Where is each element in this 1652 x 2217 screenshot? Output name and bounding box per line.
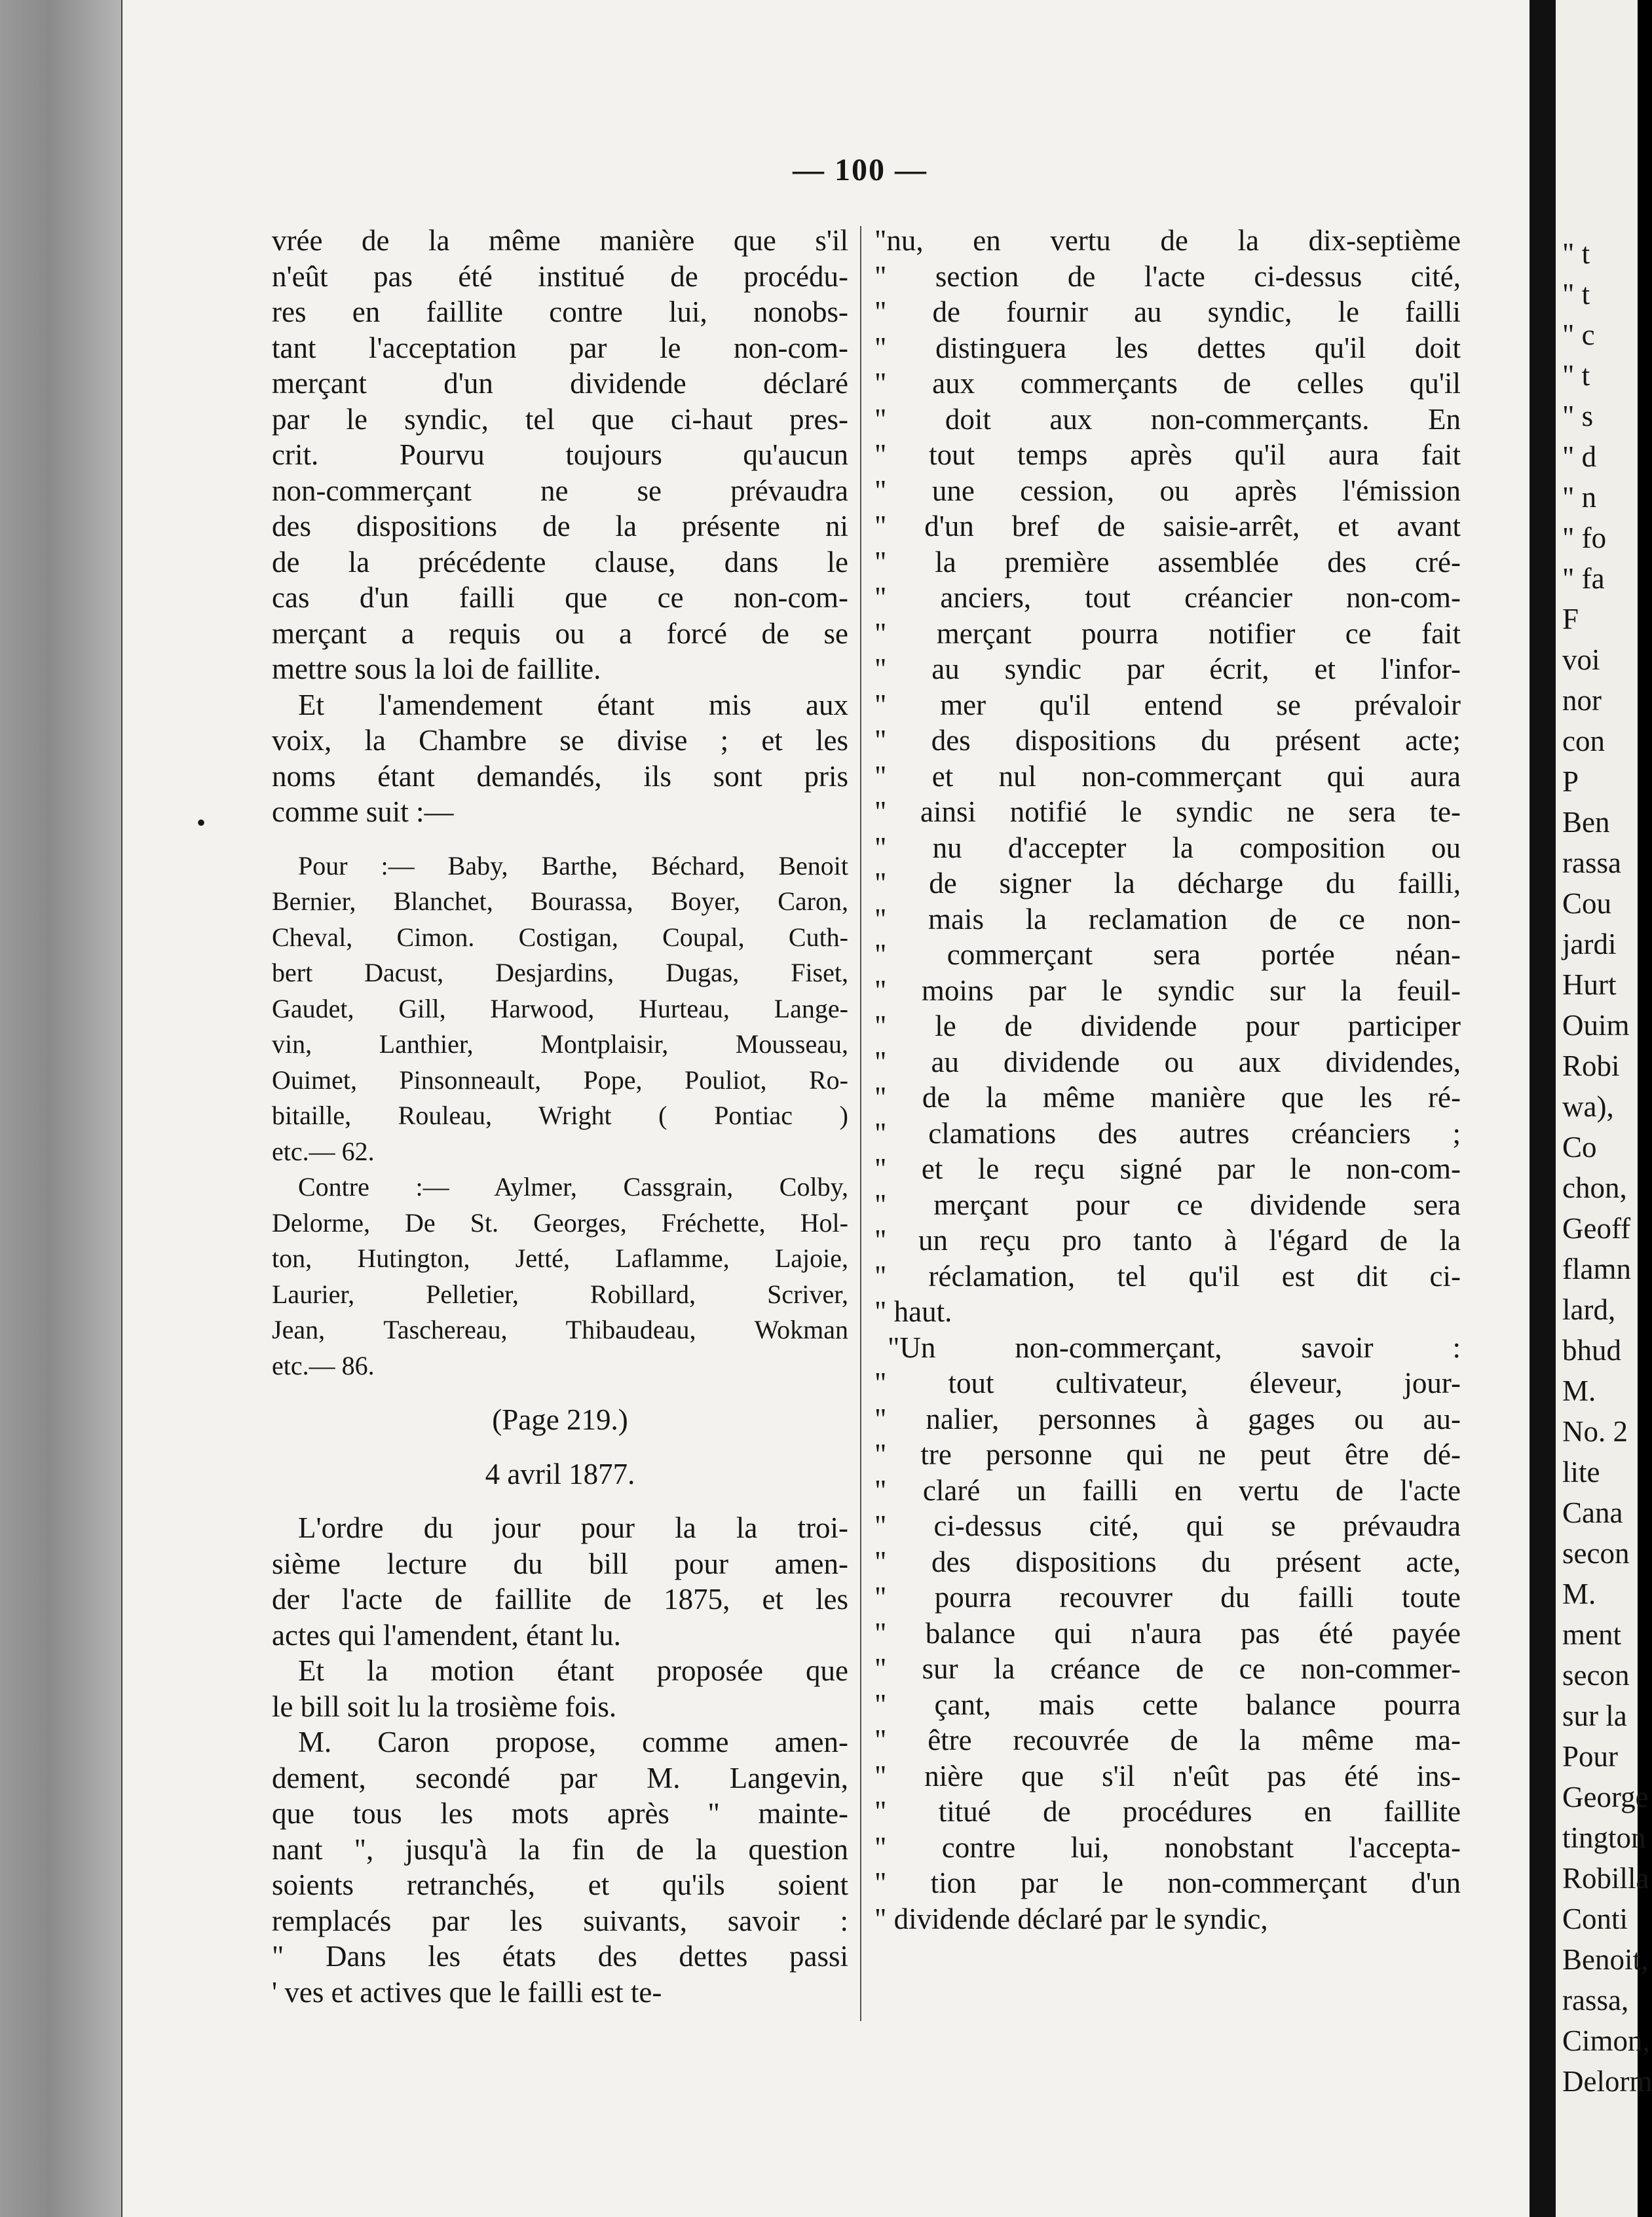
text-line: " haut. [874, 1295, 952, 1328]
adjacent-page-fragment: M. [1562, 1374, 1596, 1407]
text-line: " des dispositions du présent acte; [874, 724, 1461, 757]
text-line: " tout temps après qu'il aura fait [874, 438, 1461, 471]
text-line: " de fournir au syndic, le failli [874, 295, 1461, 328]
text-line: " aux commerçants de celles qu'il [874, 367, 1461, 400]
caron-amendment-paragraph [272, 1724, 848, 2010]
text-line: " d'un bref de saisie-arrêt, et avant [874, 510, 1461, 542]
text-line: " sur la créance de ce non-commer- [874, 1652, 1461, 1685]
adjacent-page-fragment: jardi [1562, 928, 1617, 960]
text-line: bitaille, Rouleau, Wright ( Pontiac ) [272, 1101, 848, 1130]
adjacent-page-edge [1556, 0, 1652, 2217]
text-line: mettre sous la loi de faillite. [272, 653, 601, 685]
text-line: " merçant pour ce dividende sera [874, 1188, 1461, 1221]
text-line: Delorme, De St. Georges, Fréchette, Hol- [272, 1207, 848, 1238]
book-binding [0, 0, 121, 2217]
text-line: " clamations des autres créanciers ; [874, 1116, 1461, 1150]
text-line: merçant d'un dividende déclaré [272, 367, 848, 400]
adjacent-page-fragment: " t [1562, 359, 1590, 392]
adjacent-page-fragment: Robi [1562, 1050, 1620, 1082]
adjacent-page-fragment: " fo [1562, 521, 1607, 554]
text-line: dement, secondé par M. Langevin, [272, 1761, 848, 1794]
text-line: Pour :— Baby, Barthe, Béchard, Benoit [298, 850, 848, 881]
adjacent-page-fragment: secon [1562, 1537, 1630, 1570]
text-line: " distinguera les dettes qu'il doit [874, 331, 1461, 364]
text-line: " nière que s'il n'eût pas été ins- [874, 1759, 1461, 1792]
text-line: " anciers, tout créancier non-com- [874, 581, 1461, 614]
adjacent-page-fragment: " t [1562, 237, 1590, 270]
adjacent-page-fragment: Cou [1562, 887, 1612, 920]
text-line: der l'acte de faillite de 1875, et les [272, 1583, 848, 1616]
text-line: vrée de la même manière que s'il [272, 224, 848, 257]
text-line: " des dispositions du présent acte, [874, 1545, 1461, 1578]
text-line: "Un non-commerçant, savoir : [888, 1331, 1461, 1364]
text-line: " et le reçu signé par le non-com- [874, 1152, 1461, 1185]
text-line: " commerçant sera portée néan- [874, 938, 1461, 971]
vote-contre [272, 1169, 848, 1384]
text-line: que tous les mots après " mainte- [272, 1797, 848, 1830]
text-line: " au dividende ou aux dividendes, [874, 1045, 1461, 1078]
text-line: " merçant pourra notifier ce fait [874, 616, 1461, 650]
text-line: L'ordre du jour pour la la troi- [298, 1511, 848, 1544]
adjacent-page-fragment: voi [1562, 643, 1600, 676]
text-line: des dispositions de la présente ni [272, 510, 848, 542]
adjacent-page-fragment: No. 2 [1562, 1415, 1628, 1448]
text-line: " contre lui, nonobstant l'accepta- [874, 1830, 1461, 1864]
text-line: cas d'un failli que ce non-com- [272, 581, 848, 614]
text-line: de la précédente clause, dans le [272, 545, 848, 578]
text-line: tant l'acceptation par le non-com- [272, 331, 848, 364]
adjacent-page-fragment: Benoit, [1562, 1943, 1649, 1976]
text-line: Ouimet, Pinsonneault, Pope, Pouliot, Ro- [272, 1065, 848, 1095]
adjacent-page-fragment: Pour [1562, 1740, 1619, 1773]
motion-paragraph [272, 1653, 848, 1724]
text-line: " et nul non-commerçant qui aura [874, 759, 1461, 793]
adjacent-page-fragment: bhud [1562, 1334, 1621, 1367]
adjacent-page-fragment: rassa [1562, 846, 1621, 879]
adjacent-page-fragment: " d [1562, 440, 1597, 473]
text-line: etc.— 62. [272, 1136, 375, 1166]
text-line: Gaudet, Gill, Harwood, Hurteau, Lange- [272, 993, 848, 1023]
adjacent-page-fragment: rassa, [1562, 1984, 1629, 2017]
text-line: Jean, Taschereau, Thibaudeau, Wokman [272, 1315, 848, 1344]
adjacent-page-fragment: lite [1562, 1456, 1600, 1488]
adjacent-page-fragment: " c [1562, 318, 1595, 351]
text-line: " pourra recouvrer du failli toute [874, 1581, 1461, 1614]
text-line: " tre personne qui ne peut être dé- [874, 1438, 1461, 1471]
left-column [272, 223, 848, 2010]
text-line: " section de l'acte ci-dessus cité, [874, 259, 1461, 293]
adjacent-page-fragment: Hurt [1562, 968, 1617, 1001]
text-line: " claré un failli en vertu de l'acte [874, 1473, 1461, 1507]
text-line: " nu d'accepter la composition ou [874, 831, 1461, 864]
text-line: " tout cultivateur, éleveur, jour- [874, 1367, 1461, 1399]
adjacent-page-fragment: sur la [1562, 1699, 1627, 1732]
adjacent-page-fragment: " t [1562, 278, 1590, 311]
text-line: par le syndic, tel que ci-haut pres- [272, 402, 848, 436]
page-reference: (Page 219.) [492, 1403, 628, 1436]
text-line: vin, Lanthier, Montplaisir, Mousseau, [272, 1029, 848, 1059]
order-of-day-paragraph [272, 1510, 848, 1653]
text-line: " de la même manière que les ré- [874, 1081, 1461, 1114]
text-line: actes qui l'amendent, étant lu. [272, 1618, 621, 1652]
text-line: non-commerçant ne se prévaudra [272, 474, 848, 507]
adjacent-page-fragment: con [1562, 725, 1605, 757]
adjacent-page-fragment: F [1562, 603, 1579, 635]
text-line: " çant, mais cette balance pourra [874, 1688, 1461, 1721]
text-line: res en faillite contre lui, nonobs- [272, 295, 848, 328]
text-line: bert Dacust, Desjardins, Dugas, Fiset, [272, 958, 848, 987]
text-line: " ainsi notifié le syndic ne sera te- [874, 795, 1461, 828]
text-line: "nu, en vertu de la dix-septième [874, 224, 1461, 257]
text-line: " réclamation, tel qu'il est dit ci- [874, 1259, 1461, 1293]
adjacent-page-fragment: Robilla [1562, 1862, 1649, 1895]
text-line: " le de dividende pour participer [874, 1010, 1461, 1042]
text-line: Et la motion étant proposée que [298, 1654, 848, 1687]
page-gutter [1530, 0, 1556, 2217]
amendment-text-paragraph [272, 223, 848, 687]
adjacent-page-fragment: " n [1562, 481, 1597, 514]
division-paragraph [272, 687, 848, 830]
adjacent-page-fragment: M. [1562, 1578, 1596, 1610]
text-line: " être recouvrée de la même ma- [874, 1724, 1461, 1756]
text-line: Et l'amendement étant mis aux [298, 688, 848, 721]
adjacent-page-fragment: chon, [1562, 1171, 1627, 1204]
text-line: " de signer la décharge du failli, [874, 867, 1461, 900]
text-line: " mais la reclamation de ce non- [874, 902, 1461, 936]
entry-date: 4 avril 1877. [485, 1457, 635, 1490]
text-line: " moins par le syndic sur la feuil- [874, 974, 1461, 1007]
adjacent-page-fragment: Cana [1562, 1496, 1623, 1529]
text-line: " au syndic par écrit, et l'infor- [874, 653, 1461, 685]
adjacent-page-fragment: ment [1562, 1618, 1621, 1651]
text-line: " tion par le non-commerçant d'un [874, 1866, 1461, 1899]
text-line: etc.— 86. [272, 1350, 375, 1380]
text-line: n'eût pas été institué de procédu- [272, 259, 848, 293]
adjacent-page-fragment: Cimon, [1562, 2024, 1650, 2057]
text-line: noms étant demandés, ils sont pris [272, 759, 848, 793]
text-line: Laurier, Pelletier, Robillard, Scriver, [272, 1279, 848, 1309]
adjacent-page-fragment: Co [1562, 1131, 1597, 1164]
text-line: sième lecture du bill pour amen- [272, 1547, 848, 1580]
text-line: " une cession, ou après l'émission [874, 474, 1461, 507]
vote-pour [272, 848, 848, 1170]
quoted-clause-paragraph [874, 223, 1461, 1330]
adjacent-page-fragment: " s [1562, 400, 1594, 432]
adjacent-page-fragment: nor [1562, 684, 1602, 717]
adjacent-page-fragment: George [1562, 1781, 1649, 1813]
text-line: " titué de procédures en faillite [874, 1795, 1461, 1828]
text-line: ' ves et actives que le failli est te- [272, 1975, 662, 2009]
text-line: ton, Hutington, Jetté, Laflamme, Lajoie, [272, 1243, 848, 1273]
ink-mark: • [197, 808, 206, 837]
text-line: le bill soit lu la trosième fois. [272, 1690, 617, 1723]
adjacent-page-fragment: Geoff [1562, 1212, 1631, 1245]
text-line: " mer qu'il entend se prévaloir [874, 688, 1461, 721]
adjacent-page-fragment: Ouim [1562, 1009, 1630, 1042]
text-line: soients retranchés, et qu'ils soient [272, 1868, 848, 1901]
text-line: Contre :— Aylmer, Cassgrain, Colby, [298, 1172, 848, 1202]
adjacent-page-fragment: lard, [1562, 1293, 1616, 1326]
page-number: — 100 — [793, 153, 928, 187]
text-line: merçant a requis ou a forcé de se [272, 616, 848, 650]
text-line: " un reçu pro tanto à l'égard de la [874, 1224, 1461, 1257]
text-line: " dividende déclaré par le syndic, [874, 1902, 1268, 1935]
adjacent-page-fragment: flamn [1562, 1253, 1631, 1285]
adjacent-page-fragment: secon [1562, 1659, 1630, 1692]
text-line: voix, la Chambre se divise ; et les [272, 724, 848, 757]
adjacent-page-fragment: P [1562, 765, 1579, 798]
text-line: remplacés par les suivants, savoir : [272, 1904, 848, 1937]
adjacent-page-fragment: Delorm [1562, 2065, 1652, 2098]
non-commercant-paragraph [874, 1330, 1461, 1937]
adjacent-page-fragment: tington [1562, 1821, 1646, 1854]
text-line: " ci-dessus cité, qui se prévaudra [874, 1509, 1461, 1542]
text-line: " Dans les états des dettes passi [272, 1940, 848, 1973]
text-line: " la première assemblée des cré- [874, 545, 1461, 578]
text-line: M. Caron propose, comme amen- [298, 1726, 848, 1758]
adjacent-page-fragment: Conti [1562, 1903, 1628, 1935]
text-line: nant ", jusqu'à la fin de la question [272, 1832, 848, 1866]
text-line: crit. Pourvu toujours qu'aucun [272, 438, 848, 471]
text-line: " balance qui n'aura pas été payée [874, 1616, 1461, 1650]
text-line: comme suit :— [272, 795, 454, 828]
adjacent-page-fragment: wa), [1562, 1090, 1614, 1123]
adjacent-page-fragment: Ben [1562, 806, 1610, 839]
text-line: Cheval, Cimon. Costigan, Coupal, Cuth- [272, 922, 848, 952]
text-line: " nalier, personnes à gages ou au- [874, 1402, 1461, 1435]
text-line: " doit aux non-commerçants. En [874, 402, 1461, 436]
text-line: Bernier, Blanchet, Bourassa, Boyer, Caron, [272, 886, 848, 916]
column-divider [860, 226, 861, 2021]
adjacent-page-fragment: " fa [1562, 562, 1605, 595]
right-column [874, 223, 1461, 1937]
